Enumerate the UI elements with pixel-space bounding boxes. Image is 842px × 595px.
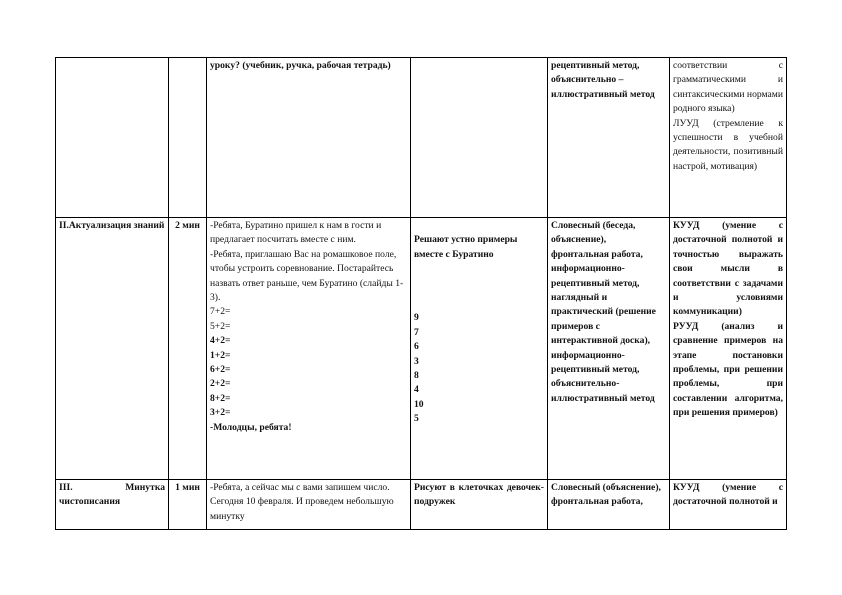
methods-text: Словесный (беседа, объяснение), фронтальная работа, информационно-рецептивный метод, наглядный и практический (решение примеров с интерактивной доска), информационно-рецептивный метод, объяснительно-иллюстративный метод [551,220,659,404]
methods-cell [548,58,670,218]
answer-line: 4 [414,384,419,396]
uud-text: соответствии с грамматическими и синтаксическими нормами родного языка) [673,60,786,115]
time-label: 2 мин [175,220,200,231]
teacher-line: -Ребята, приглашаю Вас на ромашковое поле, чтобы устроить соревнование. Постарайтесь назвать ответ раньше, чем Буратино (слайды 1-3). [210,248,404,304]
answer-line: 9 [414,312,419,324]
example-line: 1+2= [210,349,231,361]
uud-text: РУУД (анализ и сравнение примеров на этапе постановки проблемы, при решении проблемы, при составлении алгоритма, при решения примеров) [673,320,786,419]
students-text: Решают устно примеры вместе с Буратино [414,234,520,260]
table-row [56,218,787,480]
teacher-line: -Молодцы, ребята! [210,421,292,433]
uud-cell [670,58,787,218]
teacher-line: уроку? (учебник, ручка, рабочая тетрадь) [210,60,391,71]
stage-label: II.Актуализация знаний [59,220,165,231]
stage-cell [56,218,169,480]
example-line: 6+2= [210,364,231,376]
students-activity-cell [411,218,548,480]
students-activity-cell [411,58,548,218]
methods-text: рецептивный метод, объяснительно – иллюстративный метод [551,60,655,100]
uud-text: КУУД (умение с достаточной полнотой и точностью выражать свои мысли в соответствии с задачами и условиями коммуникации) [673,220,786,318]
teacher-activity-cell [207,58,411,218]
time-cell [169,58,207,218]
stage-cell [56,58,169,218]
uud-cell [670,218,787,480]
uud-text: КУУД (умение с достаточной полнотой и [673,482,786,508]
teacher-activity-cell [207,218,411,480]
example-line: 3+2= [210,407,231,419]
students-activity-cell [411,480,548,530]
lesson-plan-table [55,57,787,530]
example-line: 5+2= [210,320,231,332]
students-text: Рисуют в клеточках девочек-подружек [414,482,544,508]
table-row [56,58,787,218]
example-line: 4+2= [210,335,231,347]
answer-line: 7 [414,326,419,338]
methods-cell [548,480,670,530]
answer-line: 8 [414,370,419,381]
stage-cell [56,480,169,530]
teacher-activity-cell [207,480,411,530]
stage-label: III. Минутка чистописания [59,482,165,508]
answer-line: 3 [414,355,419,367]
table-row [56,480,787,530]
answer-line: 10 [414,398,424,410]
time-label: 1 мин [175,482,200,493]
answer-line: 5 [414,413,419,425]
methods-cell [548,218,670,480]
answer-line: 6 [414,341,419,353]
time-cell [169,218,207,480]
teacher-line: -Ребята, Буратино пришел к нам в гости и предлагает посчитать вместе с ним. [210,220,384,246]
uud-text: ЛУУД (стремление к успешности в учебной деятельности, позитивный настрой, мотивация) [673,117,786,172]
methods-text: Словесный (объяснение), фронтальная работа, [551,482,664,508]
example-line: 2+2= [210,378,231,390]
teacher-line: -Ребята, а сейчас мы с вами запишем число. Сегодня 10 февраля. И проведем небольшую минутку [210,482,397,522]
uud-cell [670,480,787,530]
example-line: 8+2= [210,392,231,404]
time-cell [169,480,207,530]
example-line: 7+2= [210,306,231,318]
